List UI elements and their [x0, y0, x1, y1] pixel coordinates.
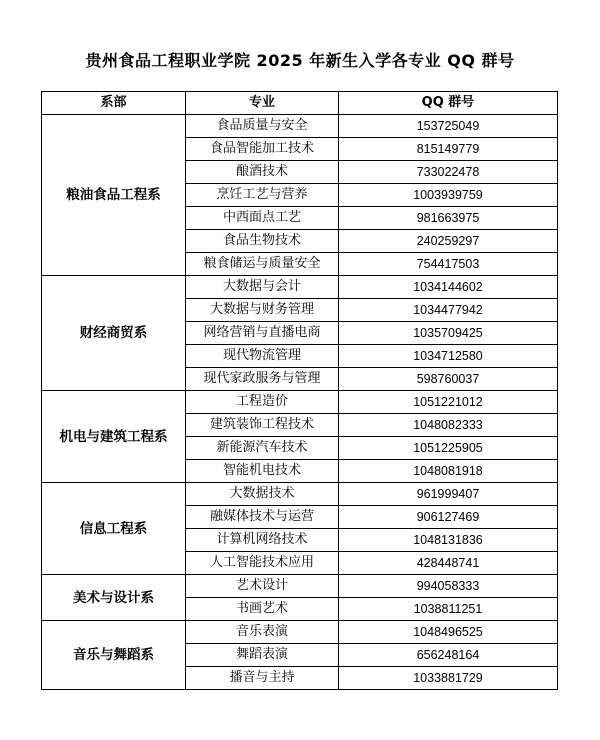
qq-number-cell: 1003939759	[339, 184, 558, 207]
qq-number-cell: 981663975	[339, 207, 558, 230]
qq-number-cell: 1034712580	[339, 345, 558, 368]
major-cell: 音乐表演	[186, 621, 339, 644]
qq-number-cell: 1048131836	[339, 529, 558, 552]
table-row	[42, 391, 558, 414]
qq-number-cell: 428448741	[339, 552, 558, 575]
major-cell: 大数据与会计	[186, 276, 339, 299]
table-row	[42, 575, 558, 598]
major-cell: 大数据技术	[186, 483, 339, 506]
major-cell: 中西面点工艺	[186, 207, 339, 230]
qq-number-cell: 153725049	[339, 115, 558, 138]
qq-number-cell: 1048082333	[339, 414, 558, 437]
major-cell: 网络营销与直播电商	[186, 322, 339, 345]
major-cell: 播音与主持	[186, 667, 339, 690]
major-cell: 艺术设计	[186, 575, 339, 598]
qq-number-cell: 1035709425	[339, 322, 558, 345]
department-cell: 美术与设计系	[42, 575, 186, 621]
major-cell: 计算机网络技术	[186, 529, 339, 552]
table-row	[42, 483, 558, 506]
major-cell: 智能机电技术	[186, 460, 339, 483]
qq-number-cell: 1034477942	[339, 299, 558, 322]
department-cell: 音乐与舞蹈系	[42, 621, 186, 690]
major-cell: 书画艺术	[186, 598, 339, 621]
header-dept: 系部	[42, 92, 186, 115]
major-cell: 现代物流管理	[186, 345, 339, 368]
department-cell: 机电与建筑工程系	[42, 391, 186, 483]
major-cell: 粮食储运与质量安全	[186, 253, 339, 276]
major-cell: 现代家政服务与管理	[186, 368, 339, 391]
table-header-row	[42, 92, 558, 115]
qq-number-cell: 1048081918	[339, 460, 558, 483]
qq-number-cell: 1034144602	[339, 276, 558, 299]
qq-number-cell: 598760037	[339, 368, 558, 391]
major-cell: 工程造价	[186, 391, 339, 414]
page-title: 贵州食品工程职业学院 2025 年新生入学各专业 QQ 群号	[85, 51, 515, 70]
qq-number-cell: 1038811251	[339, 598, 558, 621]
major-cell: 人工智能技术应用	[186, 552, 339, 575]
major-cell: 舞蹈表演	[186, 644, 339, 667]
major-cell: 融媒体技术与运营	[186, 506, 339, 529]
major-cell: 大数据与财务管理	[186, 299, 339, 322]
major-cell: 食品智能加工技术	[186, 138, 339, 161]
major-cell: 新能源汽车技术	[186, 437, 339, 460]
major-cell: 酿酒技术	[186, 161, 339, 184]
qq-number-cell: 906127469	[339, 506, 558, 529]
table-body	[42, 115, 558, 690]
qq-number-cell: 994058333	[339, 575, 558, 598]
qq-group-table	[41, 91, 558, 690]
qq-number-cell: 1051225905	[339, 437, 558, 460]
qq-number-cell: 733022478	[339, 161, 558, 184]
qq-number-cell: 1051221012	[339, 391, 558, 414]
qq-number-cell: 754417503	[339, 253, 558, 276]
table-row	[42, 276, 558, 299]
major-cell: 食品生物技术	[186, 230, 339, 253]
major-cell: 烹饪工艺与营养	[186, 184, 339, 207]
table-row	[42, 115, 558, 138]
qq-number-cell: 240259297	[339, 230, 558, 253]
department-cell: 粮油食品工程系	[42, 115, 186, 276]
qq-number-cell: 1048496525	[339, 621, 558, 644]
qq-number-cell: 656248164	[339, 644, 558, 667]
major-cell: 食品质量与安全	[186, 115, 339, 138]
department-cell: 信息工程系	[42, 483, 186, 575]
qq-number-cell: 1033881729	[339, 667, 558, 690]
qq-number-cell: 815149779	[339, 138, 558, 161]
major-cell: 建筑装饰工程技术	[186, 414, 339, 437]
department-cell: 财经商贸系	[42, 276, 186, 391]
table-row	[42, 621, 558, 644]
header-qq: QQ 群号	[339, 92, 558, 115]
qq-number-cell: 961999407	[339, 483, 558, 506]
header-major: 专业	[186, 92, 339, 115]
